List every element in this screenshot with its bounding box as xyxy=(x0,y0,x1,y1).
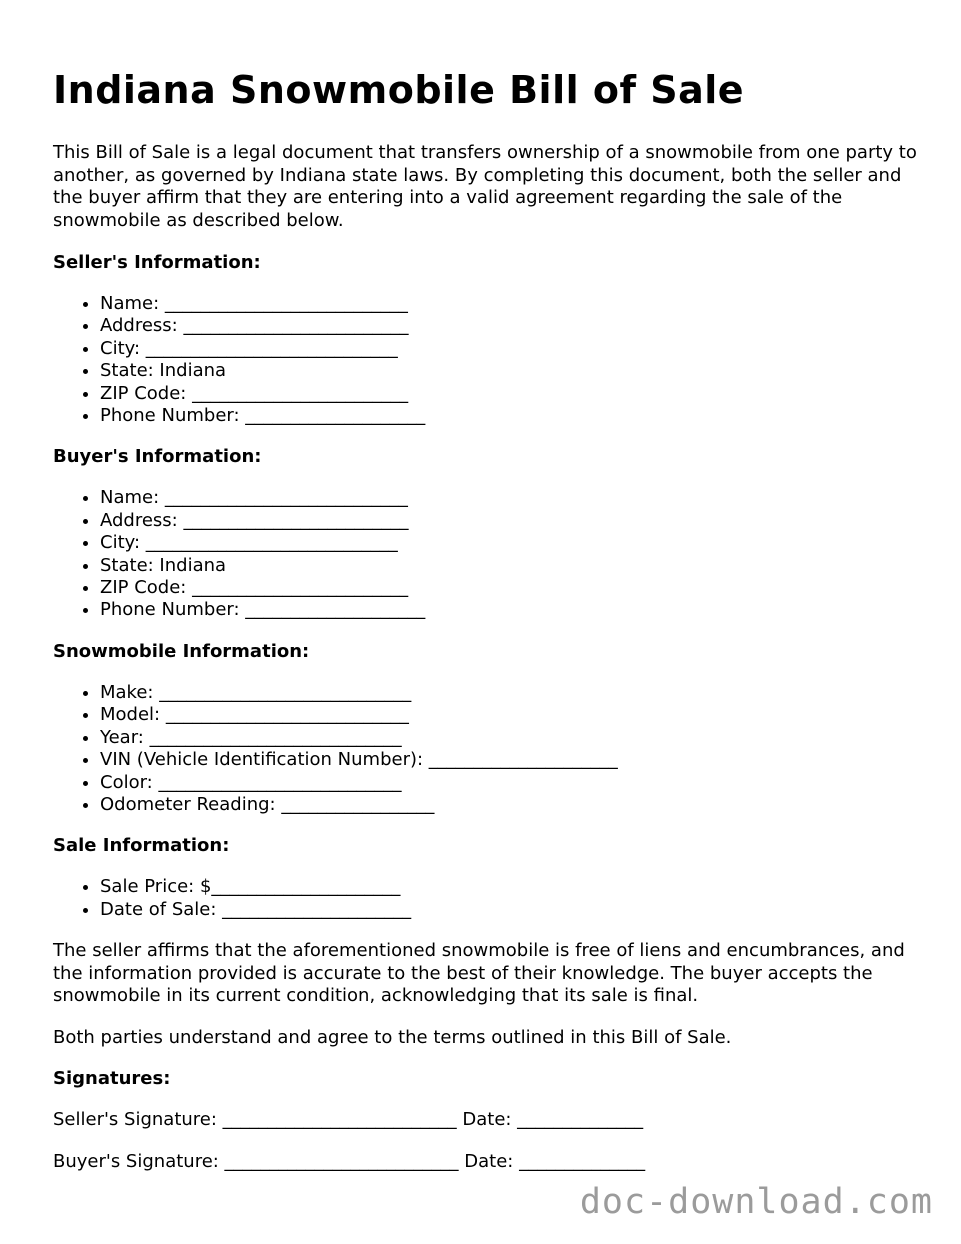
snowmobile-make-field: • Make: ____________________________ xyxy=(100,682,923,704)
snowmobile-list xyxy=(53,682,923,816)
snowmobile-heading: Snowmobile Information: xyxy=(53,640,310,662)
snowmobile-model-field: • Model: ___________________________ xyxy=(100,704,923,726)
seller-phone-field: • Phone Number: ____________________ xyxy=(100,405,923,427)
sale-heading: Sale Information: xyxy=(53,835,230,857)
snowmobile-year-field: • Year: ____________________________ xyxy=(100,727,923,749)
buyer-phone-field: • Phone Number: ____________________ xyxy=(100,599,923,621)
sale-date-field: • Date of Sale: _____________________ xyxy=(100,899,923,921)
seller-state-field: • State: Indiana xyxy=(100,360,923,382)
document-title: Indiana Snowmobile Bill of Sale xyxy=(53,68,745,112)
buyer-heading: Buyer's Information: xyxy=(53,446,262,468)
seller-address-field: • Address: _________________________ xyxy=(100,315,923,337)
buyer-address-field: • Address: _________________________ xyxy=(100,510,923,532)
snowmobile-color-field: • Color: ___________________________ xyxy=(100,772,923,794)
seller-heading: Seller's Information: xyxy=(53,252,261,273)
buyer-city-field: • City: ____________________________ xyxy=(100,532,923,554)
signatures-heading: Signatures: xyxy=(53,1068,171,1090)
seller-zip-field: • ZIP Code: ________________________ xyxy=(100,383,923,405)
buyer-signature-line: Buyer's Signature: __________________________ Date: ______________ xyxy=(53,1150,646,1172)
buyer-list xyxy=(53,487,923,621)
seller-signature-line: Seller's Signature: __________________________ Date: ______________ xyxy=(53,1109,644,1131)
watermark: doc-download.com xyxy=(579,1182,933,1222)
affirmation-paragraph: The seller affirms that the aforementioned snowmobile is free of liens and encumbrances, and the information provided is accurate to the best of their knowledge. The buyer accepts the snowmobile in its current condition, acknowledging that its sale is final. xyxy=(53,940,905,1007)
snowmobile-vin-field: • VIN (Vehicle Identification Number): _____________________ xyxy=(100,749,923,771)
buyer-state-field: • State: Indiana xyxy=(100,555,923,577)
document-page xyxy=(53,62,923,1173)
sale-list xyxy=(53,876,923,921)
buyer-zip-field: • ZIP Code: ________________________ xyxy=(100,577,923,599)
intro-paragraph: This Bill of Sale is a legal document that transfers ownership of a snowmobile from one party to another, as governed by Indiana state laws. By completing this document, both the seller and the buyer affirm that they are entering into a valid agreement regarding the sale of the snowmobile as described below. xyxy=(53,142,917,231)
seller-name-field: • Name: ___________________________ xyxy=(100,293,923,315)
agreement-paragraph: Both parties understand and agree to the terms outlined in this Bill of Sale. xyxy=(53,1026,732,1048)
seller-list xyxy=(53,293,923,427)
buyer-name-field: • Name: ___________________________ xyxy=(100,487,923,509)
seller-city-field: • City: ____________________________ xyxy=(100,338,923,360)
sale-price-field: • Sale Price: $_____________________ xyxy=(100,876,923,898)
snowmobile-odometer-field: • Odometer Reading: _________________ xyxy=(100,794,923,816)
